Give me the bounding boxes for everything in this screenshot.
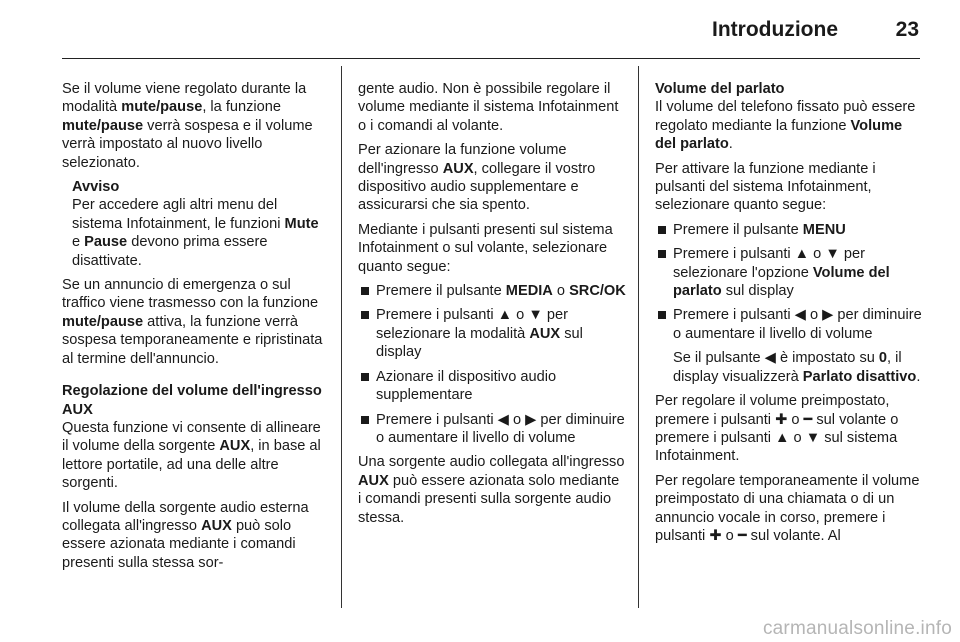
paragraph: Una sorgente audio collegata all'ingresso AUX può essere azionata solo mediante i comandi presenti sulla sorgente audio stessa. bbox=[358, 454, 625, 526]
list-item: Premere il pulsante MEDIA o SRC/OK bbox=[358, 282, 626, 300]
list-item: Premere i pulsanti ◀ o ▶ per diminuire o aumentare il livello di volume bbox=[358, 411, 626, 448]
page-title: Introduzione bbox=[712, 18, 838, 41]
section-heading: Regolazione del volume dell'ingresso AUX bbox=[62, 383, 322, 418]
instruction-list bbox=[655, 221, 923, 386]
column-divider bbox=[341, 66, 342, 608]
paragraph: Se il volume viene regolato durante la modalità mute/pause, la funzione mute/pause verrà sospesa e il volume verrà impostato al nuovo livello selezionato. bbox=[62, 81, 313, 171]
text-column-1 bbox=[62, 80, 330, 578]
note-title: Avviso bbox=[72, 179, 120, 196]
column-divider bbox=[638, 66, 639, 608]
paragraph: Il volume del telefono fissato può essere regolato mediante la funzione Volume del parlato. bbox=[655, 99, 916, 153]
section-heading: Volume del parlato bbox=[655, 81, 785, 97]
list-item: Azionare il dispositivo audio supplementare bbox=[358, 368, 626, 405]
paragraph: gente audio. Non è possibile regolare il volume mediante il sistema Infotainment o i comandi al volante. bbox=[358, 81, 619, 134]
header-rule bbox=[62, 58, 920, 59]
paragraph: Per attivare la funzione mediante i pulsanti del sistema Infotainment, selezionare quanto segue: bbox=[655, 160, 876, 214]
list-item-subtext: Se il pulsante ◀ è impostato su 0, il display visualizzerà Parlato disattivo. bbox=[673, 350, 921, 385]
paragraph: Mediante i pulsanti presenti sul sistema Infotainment o sul volante, selezionare quanto segue: bbox=[358, 221, 613, 275]
paragraph: Per regolare il volume preimpostato, premere i pulsanti ✚ o ━ sul volante o premere i pulsanti ▲ o ▼ sul sistema Infotainment. bbox=[655, 393, 899, 465]
text-column-2 bbox=[358, 80, 626, 533]
page-number: 23 bbox=[895, 18, 919, 41]
list-item bbox=[655, 306, 923, 386]
list-item: Premere il pulsante MENU bbox=[655, 221, 923, 239]
paragraph: Per azionare la funzione volume dell'ingresso AUX, collegare il vostro dispositivo audio supplementare e assicurarsi che sia spento. bbox=[358, 142, 596, 214]
instruction-list bbox=[358, 282, 626, 447]
paragraph: Il volume della sorgente audio esterna collegata all'ingresso AUX può solo essere azionata mediante i comandi presenti sulla stessa sor- bbox=[62, 499, 309, 571]
note-box bbox=[72, 178, 330, 270]
paragraph: Per regolare temporaneamente il volume preimpostato di una chiamata o di un annuncio vocale in corso, premere i pulsanti ✚ o ━ sul volante. Al bbox=[655, 472, 920, 544]
paragraph: Questa funzione vi consente di allineare il volume della sorgente AUX, in base al lettore portatile, ad una delle altre sorgenti. bbox=[62, 419, 321, 492]
list-item: Premere i pulsanti ▲ o ▼ per selezionare la modalità AUX sul display bbox=[358, 306, 626, 361]
watermark: carmanualsonline.info bbox=[762, 618, 952, 639]
text-column-3 bbox=[655, 80, 923, 551]
list-item-text: Premere i pulsanti ◀ o ▶ per diminuire o aumentare il livello di volume bbox=[673, 307, 922, 342]
paragraph: Se un annuncio di emergenza o sul traffico viene trasmesso con la funzione mute/pause attiva, la funzione verrà sospesa temporaneamente e ripristinata al termine dell'annuncio. bbox=[62, 277, 323, 367]
list-item: Premere i pulsanti ▲ o ▼ per selezionare l'opzione Volume del parlato sul display bbox=[655, 245, 923, 300]
note-text: Per accedere agli altri menu del sistema Infotainment, le funzioni Mute e Pause devono prima essere disattivate. bbox=[72, 197, 319, 269]
